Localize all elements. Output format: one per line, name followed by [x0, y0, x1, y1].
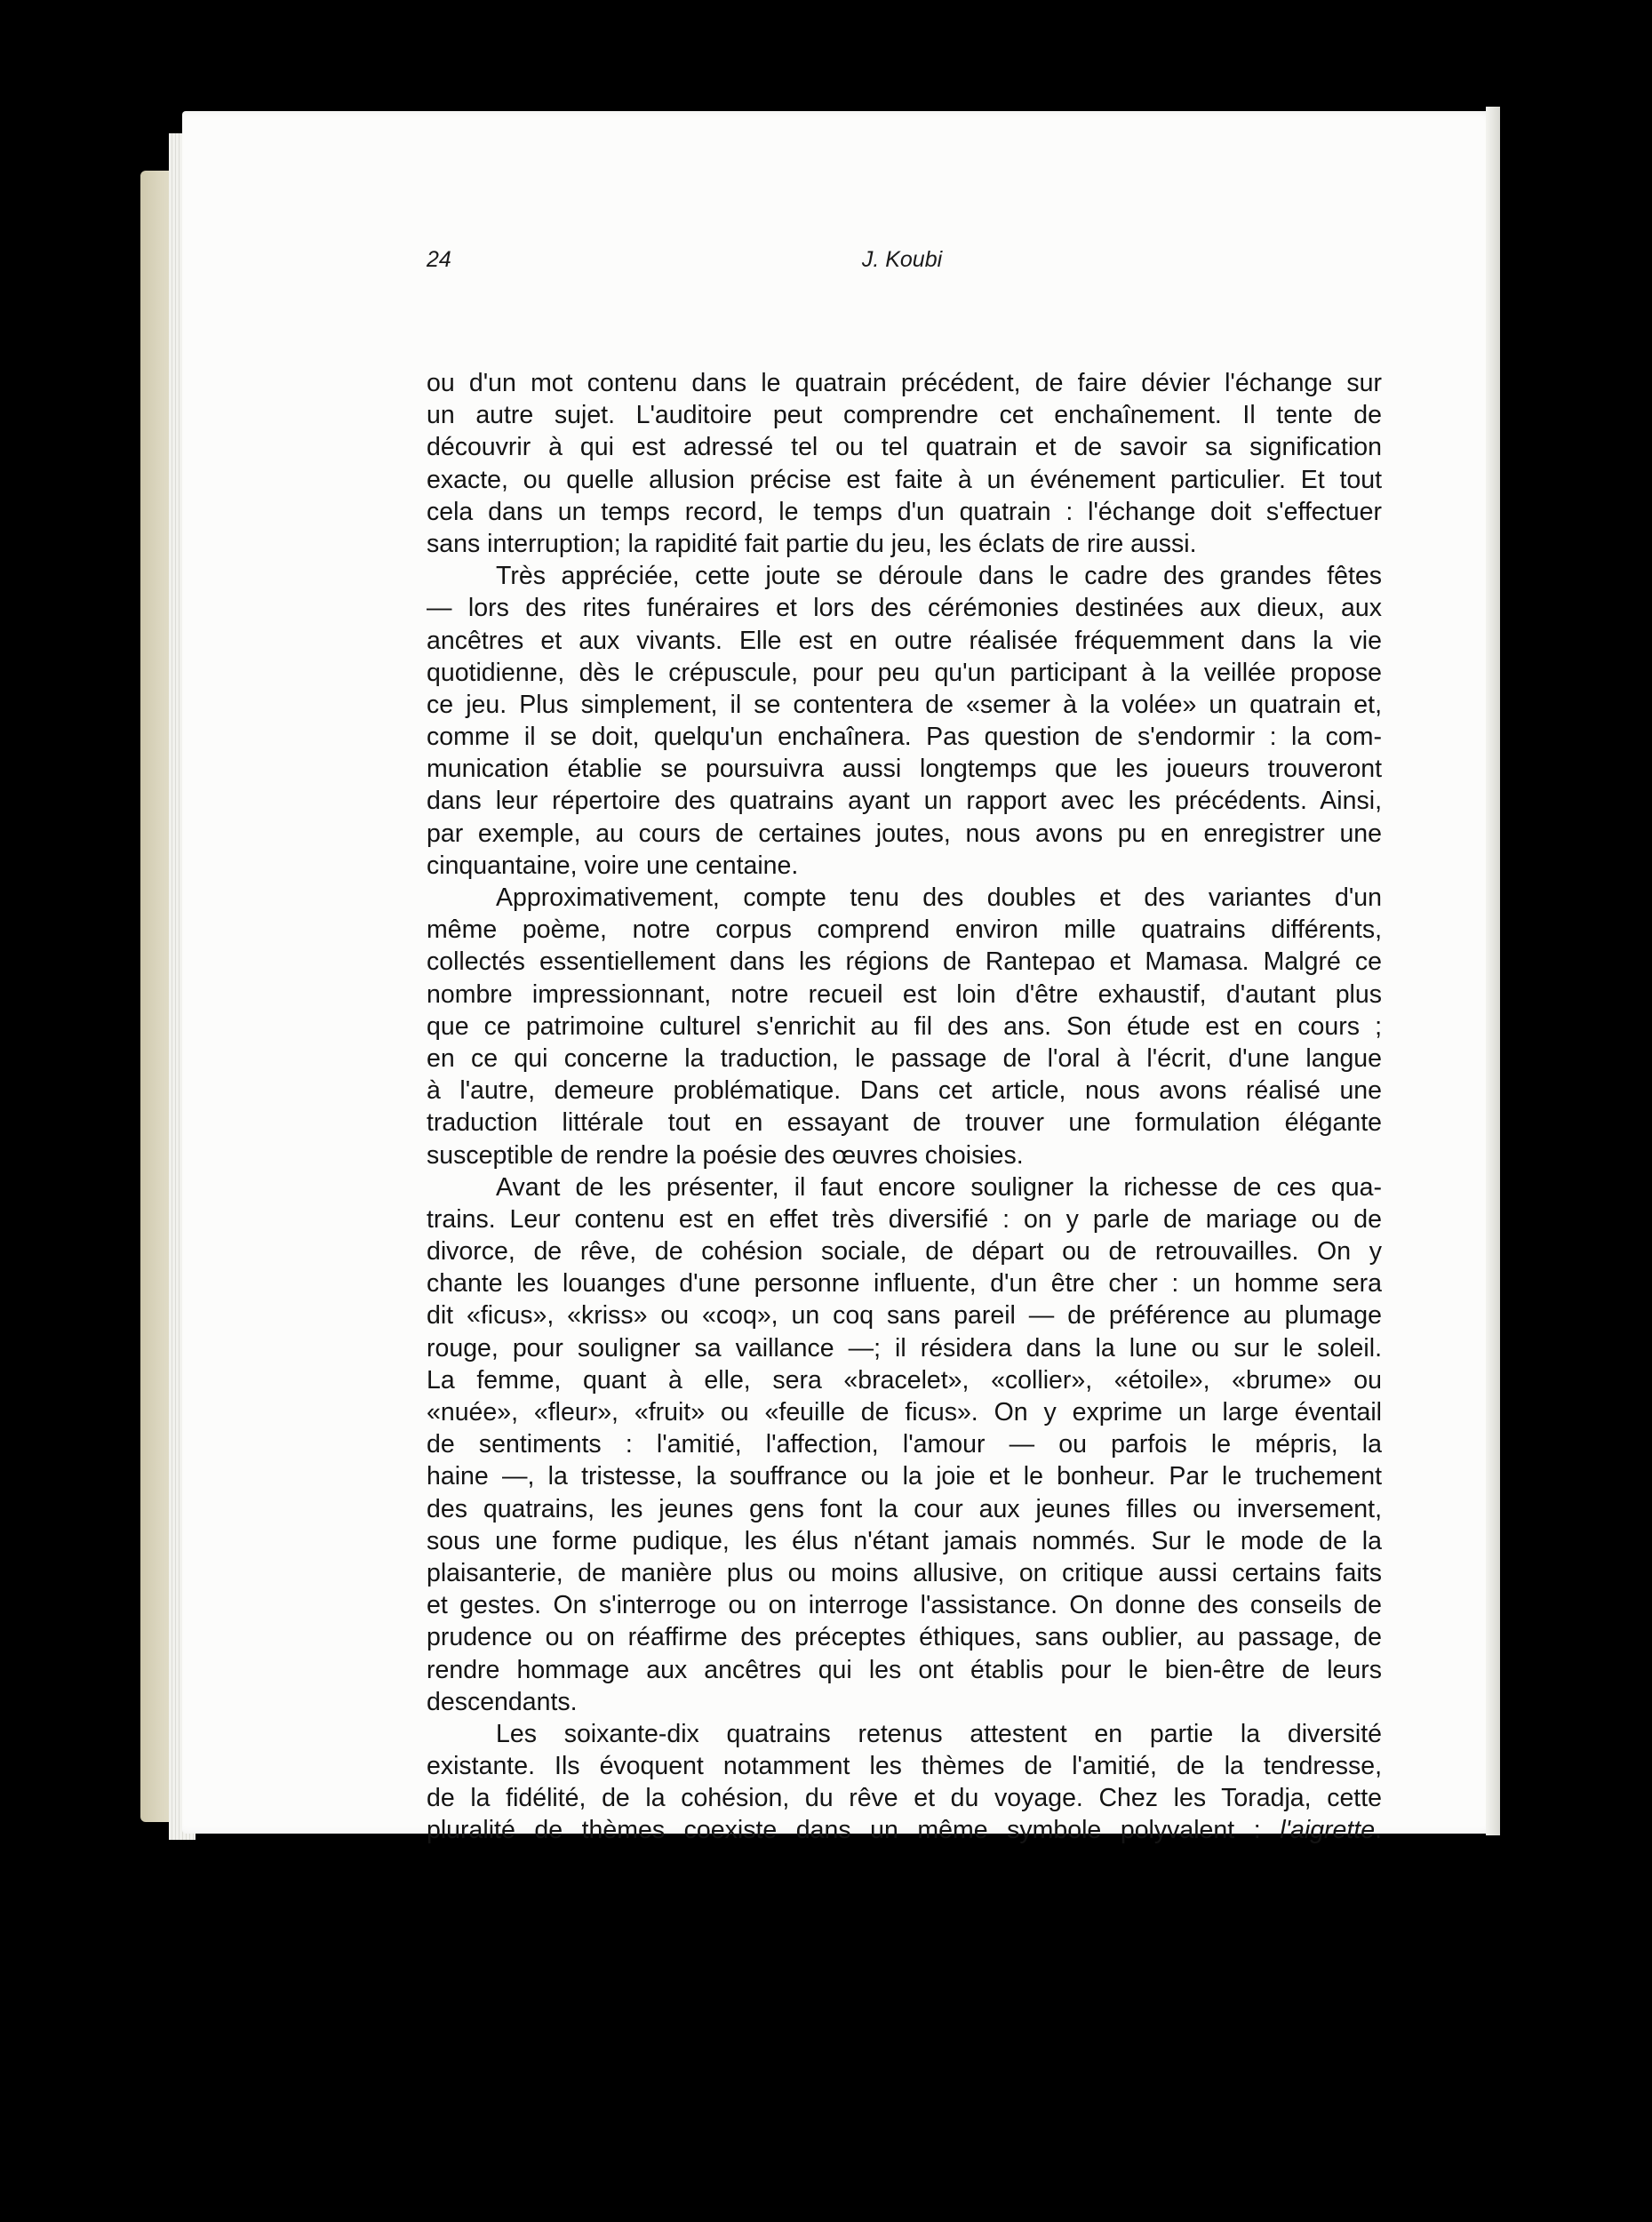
text-line: nombre impressionnant, notre recueil est loin d'être exhaustif, d'autant plus — [427, 979, 1382, 1009]
text-line: existante. Ils évoquent notamment les thèmes de l'amitié, de la tendresse, — [427, 1752, 1382, 1781]
text-line: collectés essentiellement dans les régions de Rantepao et Mamasa. Malgré ce — [427, 947, 1382, 977]
paragraph-first-line: Avant de les présenter, il faut encore souligner la richesse de ces qua- — [496, 1172, 1382, 1202]
paragraph-first-line: Les soixante-dix quatrains retenus attestent en partie la diversité — [496, 1719, 1382, 1748]
text-line: — lors des rites funéraires et lors des cérémonies destinées aux dieux, aux — [427, 594, 1382, 623]
text-line: quotidienne, dès le crépuscule, pour peu qu'un participant à la veillée propose — [427, 658, 1382, 687]
text-line: rendre hommage aux ancêtres qui les ont établis pour le bien-être de leurs — [427, 1655, 1382, 1684]
final-line-suffix: . — [1375, 1816, 1382, 1845]
text-line: plaisanterie, de manière plus ou moins allusive, on critique aussi certains faits — [427, 1558, 1382, 1587]
text-line: rouge, pour souligner sa vaillance —; il résidera dans la lune ou sur le soleil. — [427, 1333, 1382, 1363]
text-line: comme il se doit, quelqu'un enchaînera. Pas question de s'endormir : la com- — [427, 723, 1382, 752]
paragraph-first-line: Très appréciée, cette joute se déroule dans le cadre des grandes fêtes — [496, 562, 1382, 591]
text-line: traduction littérale tout en essayant de trouver une formulation élégante — [427, 1108, 1382, 1138]
text-line: en ce qui concerne la traduction, le passage de l'oral à l'écrit, d'une langue — [427, 1043, 1382, 1073]
running-author: J. Koubi — [861, 247, 943, 272]
text-line: de la fidélité, de la cohésion, du rêve et du voyage. Chez les Toradja, cette — [427, 1784, 1382, 1813]
text-line: par exemple, au cours de certaines joutes, nous avons pu en enregistrer une — [427, 819, 1382, 848]
text-line: dit «ficus», «kriss» ou «coq», un coq sans pareil — de préférence au plumage — [427, 1301, 1382, 1331]
page-number: 24 — [427, 247, 451, 272]
text-line: à l'autre, demeure problématique. Dans cet article, nous avons réalisé une — [427, 1076, 1382, 1106]
text-line: ce jeu. Plus simplement, il se contentera de «semer à la volée» un quatrain et, — [427, 690, 1382, 719]
text-line: exacte, ou quelle allusion précise est faite à un événement particulier. Et tout — [427, 465, 1382, 494]
text-line: cinquantaine, voire une centaine. — [427, 851, 799, 880]
text-line: cela dans un temps record, le temps d'un quatrain : l'échange doit s'effectuer — [427, 497, 1382, 526]
text-line: de sentiments : l'amitié, l'affection, l'amour — ou parfois le mépris, la — [427, 1430, 1382, 1459]
body-text — [427, 367, 1382, 1847]
text-line-final — [427, 1814, 1382, 1846]
text-line: haine —, la tristesse, la souffrance ou la joie et le bonheur. Par le truchement — [427, 1462, 1382, 1491]
running-header — [427, 247, 1377, 279]
text-line: que ce patrimoine culturel s'enrichit au fil des ans. Son étude est en cours ; — [427, 1011, 1382, 1041]
final-line-prefix: pluralité de thèmes coexiste dans un même symbole polyvalent : — [427, 1816, 1281, 1845]
text-line: sans interruption; la rapidité fait partie du jeu, les éclats de rire aussi. — [427, 529, 1197, 558]
text-line: dans leur répertoire des quatrains ayant un rapport avec les précédents. Ainsi, — [427, 787, 1382, 816]
text-line: un autre sujet. L'auditoire peut comprendre cet enchaînement. Il tente de — [427, 401, 1382, 430]
book-page-right-edge — [1486, 107, 1500, 1835]
text-line: prudence ou on réaffirme des préceptes éthiques, sans oublier, au passage, de — [427, 1623, 1382, 1652]
text-line: même poème, notre corpus comprend environ mille quatrains différents, — [427, 915, 1382, 945]
text-line: des quatrains, les jeunes gens font la cour aux jeunes filles ou inversement, — [427, 1494, 1382, 1523]
text-line: descendants. — [427, 1687, 578, 1716]
italic-term: l'aigrette — [1280, 1816, 1376, 1845]
text-line: divorce, de rêve, de cohésion sociale, de départ ou de retrouvailles. On y — [427, 1237, 1382, 1267]
text-line: sous une forme pudique, les élus n'étant jamais nommés. Sur le mode de la — [427, 1526, 1382, 1555]
text-line: découvrir à qui est adressé tel ou tel quatrain et de savoir sa signification — [427, 433, 1382, 462]
text-line: ancêtres et aux vivants. Elle est en outre réalisée fréquemment dans la vie — [427, 626, 1382, 655]
text-line: trains. Leur contenu est en effet très diversifié : on y parle de mariage ou de — [427, 1204, 1382, 1234]
paragraph-first-line: Approximativement, compte tenu des doubles et des variantes d'un — [496, 883, 1382, 912]
text-line: munication établie se poursuivra aussi longtemps que les joueurs trouveront — [427, 755, 1382, 784]
text-line: ou d'un mot contenu dans le quatrain précédent, de faire dévier l'échange sur — [427, 369, 1382, 397]
text-line: susceptible de rendre la poésie des œuvres choisies. — [427, 1140, 1024, 1170]
text-line: La femme, quant à elle, sera «bracelet», «collier», «étoile», «brume» ou — [427, 1365, 1382, 1395]
text-line: et gestes. On s'interroge ou on interroge l'assistance. On donne des conseils de — [427, 1591, 1382, 1620]
text-line: «nuée», «fleur», «fruit» ou «feuille de ficus». On y exprime un large éventail — [427, 1398, 1382, 1427]
text-line: chante les louanges d'une personne influente, d'un être cher : un homme sera — [427, 1269, 1382, 1299]
